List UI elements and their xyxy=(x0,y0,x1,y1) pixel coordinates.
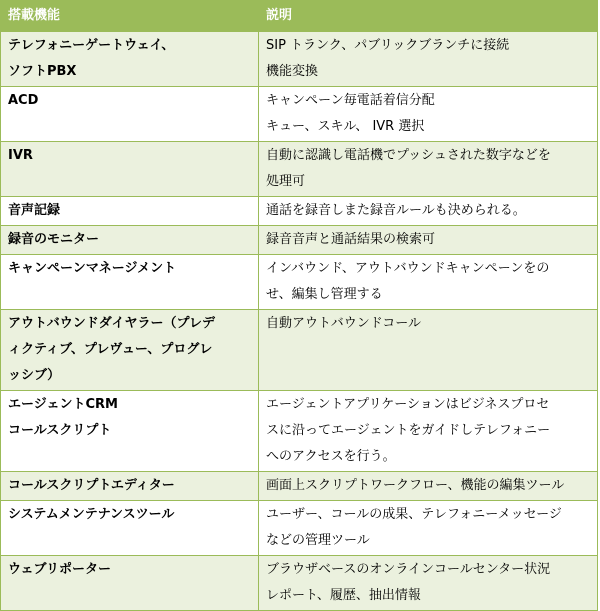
feature-cell xyxy=(1,32,259,87)
feature-text: コールスクリプトエディター xyxy=(8,478,175,493)
table-row xyxy=(1,255,598,310)
table-row xyxy=(1,197,598,226)
description-cell xyxy=(259,472,598,501)
description-text: 自動アウトバウンドコール xyxy=(266,316,421,331)
description-cell xyxy=(259,310,598,391)
feature-text: ACD xyxy=(8,93,39,108)
feature-cell xyxy=(1,391,259,472)
feature-cell xyxy=(1,87,259,142)
feature-cell xyxy=(1,556,259,611)
table-row xyxy=(1,556,598,611)
feature-text: キャンペーンマネージメント xyxy=(8,261,177,276)
feature-cell xyxy=(1,142,259,197)
feature-text: ウェブリポーター xyxy=(8,562,111,577)
description-cell xyxy=(259,391,598,472)
feature-cell xyxy=(1,226,259,255)
description-text: ブラウザベースのオンラインコールセンター状況 xyxy=(266,562,551,577)
table-body xyxy=(1,32,598,611)
description-cell xyxy=(259,501,598,556)
table-row xyxy=(1,501,598,556)
description-text: キャンペーン毎電話着信分配 xyxy=(266,93,435,108)
description-text: 画面上スクリプトワークフロー、機能の編集ツール xyxy=(266,478,565,493)
description-text: ユーザー、コールの成果、テレフォニーメッセージ xyxy=(266,507,562,522)
description-text: インバウンド、アウトバウンドキャンペーンをの xyxy=(266,261,550,276)
feature-text: エージェントCRM xyxy=(8,397,118,412)
table-row xyxy=(1,391,598,472)
feature-text: 音声記録 xyxy=(8,203,61,218)
description-text: キュー、スキル、 IVR 選択 xyxy=(266,119,425,134)
feature-text: IVR xyxy=(8,148,33,163)
feature-cell xyxy=(1,501,259,556)
table-header-row xyxy=(1,1,598,32)
table-row xyxy=(1,142,598,197)
description-text: 自動に認識し電話機でプッシュされた数字などを xyxy=(266,148,551,163)
table-row xyxy=(1,310,598,391)
description-cell xyxy=(259,226,598,255)
table-row xyxy=(1,32,598,87)
description-text: せ、編集し管理する xyxy=(266,287,383,302)
description-cell xyxy=(259,142,598,197)
description-text: 機能変換 xyxy=(266,64,319,79)
feature-cell xyxy=(1,255,259,310)
description-text: 通話を録音しまた録音ルールも決められる。 xyxy=(266,203,526,218)
description-text: 録音音声と通話結果の検索可 xyxy=(266,232,436,247)
description-text: へのアクセスを行う。 xyxy=(266,449,396,464)
header-feature: 搭載機能 xyxy=(1,1,259,32)
feature-text: テレフォニーゲートウェイ、 xyxy=(8,38,175,53)
description-text: エージェントアプリケーションはビジネスプロセ xyxy=(266,397,550,412)
feature-cell xyxy=(1,472,259,501)
description-text: 処理可 xyxy=(266,174,306,189)
feature-text: アウトバウンドダイヤラー（プレデ xyxy=(8,316,215,331)
description-cell xyxy=(259,87,598,142)
description-cell xyxy=(259,32,598,87)
header-description: 説明 xyxy=(259,1,598,32)
feature-text: ィクティブ、プレヴュー、プログレ xyxy=(8,342,213,357)
description-text: レポート、履歴、抽出情報 xyxy=(266,588,421,603)
table-row xyxy=(1,226,598,255)
description-text: スに沿ってエージェントをガイドしテレフォニー xyxy=(266,423,551,438)
description-cell xyxy=(259,556,598,611)
feature-cell xyxy=(1,310,259,391)
table-row xyxy=(1,87,598,142)
feature-cell xyxy=(1,197,259,226)
description-cell xyxy=(259,197,598,226)
description-text: SIP トランク、パブリックブランチに接続 xyxy=(266,38,510,53)
feature-text: ソフトPBX xyxy=(8,64,77,79)
feature-text: コールスクリプト xyxy=(8,423,112,438)
description-cell xyxy=(259,255,598,310)
table-row xyxy=(1,472,598,501)
feature-text: ッシブ） xyxy=(8,368,61,383)
feature-text: 録音のモニター xyxy=(8,232,100,247)
description-text: などの管理ツール xyxy=(266,533,370,548)
feature-text: システムメンテナンスツール xyxy=(8,507,175,522)
